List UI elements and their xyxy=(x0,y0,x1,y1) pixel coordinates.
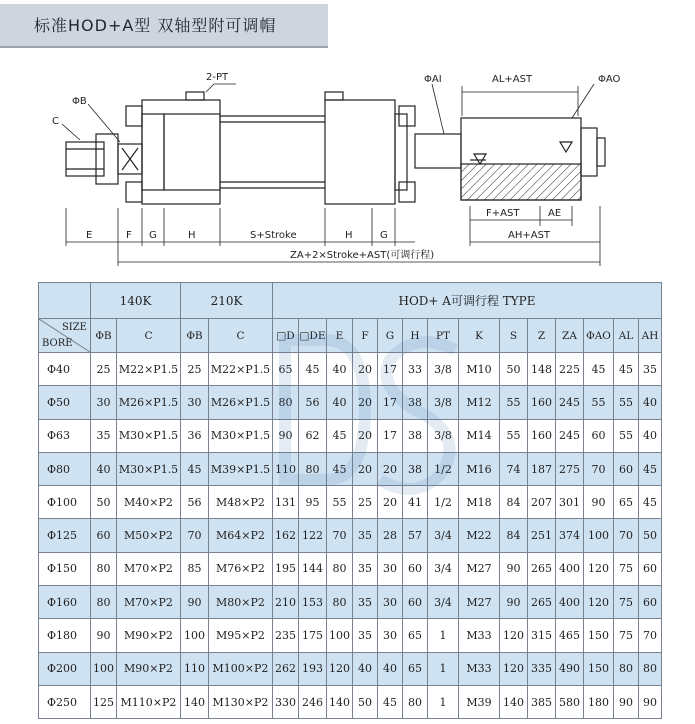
table-cell: 45 xyxy=(327,419,353,452)
table-cell: 40 xyxy=(639,419,662,452)
table-cell: M30×P1.5 xyxy=(117,452,181,485)
table-cell: 335 xyxy=(528,652,556,685)
table-cell: M100×P2 xyxy=(209,652,273,685)
table-cell: M40×P2 xyxy=(117,486,181,519)
bore-cell: Φ50 xyxy=(39,386,91,419)
bore-cell: Φ180 xyxy=(39,619,91,652)
table-cell: 40 xyxy=(91,452,117,485)
table-row xyxy=(39,619,662,652)
table-cell: 80 xyxy=(91,552,117,585)
table-cell: M70×P2 xyxy=(117,586,181,619)
right-head xyxy=(325,100,395,204)
table-cell: 35 xyxy=(353,586,378,619)
table-cell: 70 xyxy=(181,519,209,552)
corner-size-label: SIZE xyxy=(61,322,87,333)
table-cell: M90×P2 xyxy=(117,652,181,685)
table-cell: 35 xyxy=(353,552,378,585)
table-cell: 45 xyxy=(299,353,327,386)
table-cell: 65 xyxy=(273,353,299,386)
table-cell: 41 xyxy=(403,486,428,519)
table-cell: 120 xyxy=(500,652,528,685)
table-cell: 38 xyxy=(403,386,428,419)
label-za: ZA+2×Stroke+AST(可调行程) xyxy=(290,250,435,261)
table-cell: 262 xyxy=(273,652,299,685)
table-cell: M14 xyxy=(459,419,500,452)
table-cell: 45 xyxy=(327,452,353,485)
table-cell: 80 xyxy=(273,386,299,419)
table-cell: 65 xyxy=(403,652,428,685)
table-cell: 90 xyxy=(273,419,299,452)
bore-cell: Φ125 xyxy=(39,519,91,552)
param-header: ZA xyxy=(556,319,584,353)
table-cell: 65 xyxy=(403,619,428,652)
table-cell: M22×P1.5 xyxy=(209,353,273,386)
table-cell: 70 xyxy=(639,619,662,652)
table-cell: 195 xyxy=(273,552,299,585)
table-cell: M26×P1.5 xyxy=(209,386,273,419)
table-cell: 131 xyxy=(273,486,299,519)
table-cell: 28 xyxy=(378,519,403,552)
table-cell: 90 xyxy=(181,586,209,619)
table-cell: 207 xyxy=(528,486,556,519)
table-cell: 465 xyxy=(556,619,584,652)
table-cell: 25 xyxy=(91,353,117,386)
table-cell: 120 xyxy=(500,619,528,652)
table-cell: 70 xyxy=(584,452,614,485)
table-cell: 80 xyxy=(327,586,353,619)
table-cell: 245 xyxy=(556,419,584,452)
table-cell: 90 xyxy=(500,552,528,585)
table-row xyxy=(39,486,662,519)
table-row xyxy=(39,685,662,718)
tie-rod-nut-tl xyxy=(126,106,142,126)
table-cell: 1 xyxy=(428,619,459,652)
table-cell: 140 xyxy=(500,685,528,718)
bore-cell: Φ250 xyxy=(39,685,91,718)
bore-cell: Φ200 xyxy=(39,652,91,685)
table-corner-blank xyxy=(39,283,91,319)
table-cell: 162 xyxy=(273,519,299,552)
table-cell: 210 xyxy=(273,586,299,619)
table-cell: 70 xyxy=(327,519,353,552)
bore-cell: Φ100 xyxy=(39,486,91,519)
table-cell: 3/4 xyxy=(428,552,459,585)
table-row xyxy=(39,552,662,585)
param-header: AH xyxy=(639,319,662,353)
param-header: Z xyxy=(528,319,556,353)
table-cell: 84 xyxy=(500,486,528,519)
table-cell: 50 xyxy=(353,685,378,718)
table-cell: 580 xyxy=(556,685,584,718)
left-head xyxy=(142,100,220,204)
bore-cell: Φ80 xyxy=(39,452,91,485)
table-cell: 60 xyxy=(403,552,428,585)
label-pt: 2-PT xyxy=(206,72,229,83)
group-140k: 140K xyxy=(91,283,181,319)
table-cell: 3/8 xyxy=(428,419,459,452)
label-ae: AE xyxy=(548,208,562,219)
table-cell: 120 xyxy=(584,586,614,619)
label-g1: G xyxy=(149,230,157,241)
table-cell: 20 xyxy=(353,353,378,386)
label-phi-ao: ΦAO xyxy=(598,74,621,85)
bore-cell: Φ63 xyxy=(39,419,91,452)
table-cell: 75 xyxy=(614,552,639,585)
table-cell: 20 xyxy=(353,419,378,452)
cylinder-drawing xyxy=(0,56,695,270)
table-cell: 265 xyxy=(528,586,556,619)
table-cell: 90 xyxy=(500,586,528,619)
table-cell: 25 xyxy=(181,353,209,386)
param-header: ΦB xyxy=(181,319,209,353)
table-cell: 35 xyxy=(639,353,662,386)
table-cell: 45 xyxy=(639,452,662,485)
table-cell: 245 xyxy=(556,386,584,419)
table-cell: 80 xyxy=(299,452,327,485)
table-cell: 150 xyxy=(584,652,614,685)
table-cell: M90×P2 xyxy=(117,619,181,652)
table-cell: M30×P1.5 xyxy=(209,419,273,452)
table-cell: 70 xyxy=(614,519,639,552)
table-cell: 60 xyxy=(639,552,662,585)
table-cell: 38 xyxy=(403,452,428,485)
label-h1: H xyxy=(188,230,196,241)
table-cell: 120 xyxy=(584,552,614,585)
table-cell: 55 xyxy=(614,419,639,452)
table-cell: 3/4 xyxy=(428,586,459,619)
table-cell: 160 xyxy=(528,419,556,452)
table-cell: M27 xyxy=(459,586,500,619)
table-cell: M95×P2 xyxy=(209,619,273,652)
table-cell: 45 xyxy=(584,353,614,386)
table-cell: 374 xyxy=(556,519,584,552)
table-cell: M12 xyxy=(459,386,500,419)
table-cell: 55 xyxy=(500,386,528,419)
table-cell: 57 xyxy=(403,519,428,552)
param-header: K xyxy=(459,319,500,353)
table-cell: 50 xyxy=(639,519,662,552)
table-cell: 25 xyxy=(353,486,378,519)
table-cell: M33 xyxy=(459,652,500,685)
table-cell: M76×P2 xyxy=(209,552,273,585)
table-cell: M50×P2 xyxy=(117,519,181,552)
table-cell: 36 xyxy=(181,419,209,452)
label-phi-ai: ΦAI xyxy=(424,74,442,85)
label-g2: G xyxy=(380,230,388,241)
table-cell: 40 xyxy=(639,386,662,419)
param-header: □DE xyxy=(299,319,327,353)
table-cell: 45 xyxy=(181,452,209,485)
table-cell: 35 xyxy=(353,519,378,552)
table-cell: 50 xyxy=(91,486,117,519)
table-cell: 45 xyxy=(639,486,662,519)
table-cell: 1/2 xyxy=(428,486,459,519)
param-header: H xyxy=(403,319,428,353)
param-header: G xyxy=(378,319,403,353)
table-cell: 80 xyxy=(403,685,428,718)
table-cell: 20 xyxy=(353,386,378,419)
bore-cell: Φ150 xyxy=(39,552,91,585)
table-cell: 100 xyxy=(91,652,117,685)
table-cell: 50 xyxy=(500,353,528,386)
table-cell: 175 xyxy=(299,619,327,652)
table-cell: 60 xyxy=(584,419,614,452)
table-cell: M39 xyxy=(459,685,500,718)
table-cell: 30 xyxy=(181,386,209,419)
table-cell: 3/4 xyxy=(428,519,459,552)
corner-bore-label: BORE xyxy=(42,338,73,349)
table-cell: M48×P2 xyxy=(209,486,273,519)
table-cell: 60 xyxy=(403,586,428,619)
table-cell: 30 xyxy=(378,619,403,652)
table-row xyxy=(39,586,662,619)
label-f-ast: F+AST xyxy=(486,208,520,219)
table-cell: 90 xyxy=(91,619,117,652)
table-cell: 400 xyxy=(556,552,584,585)
table-cell: 38 xyxy=(403,419,428,452)
table-cell: 35 xyxy=(353,619,378,652)
table-cell: 40 xyxy=(327,386,353,419)
table-cell: 20 xyxy=(378,486,403,519)
label-s-stroke: S+Stroke xyxy=(250,230,297,241)
table-cell: 56 xyxy=(181,486,209,519)
table-cell: 1 xyxy=(428,652,459,685)
table-cell: 3/8 xyxy=(428,386,459,419)
table-cell: 17 xyxy=(378,386,403,419)
table-cell: 246 xyxy=(299,685,327,718)
table-cell: 148 xyxy=(528,353,556,386)
table-cell: 17 xyxy=(378,419,403,452)
table-cell: 30 xyxy=(91,386,117,419)
label-al-ast: AL+AST xyxy=(492,74,533,85)
table-cell: 385 xyxy=(528,685,556,718)
table-cell: 40 xyxy=(327,353,353,386)
table-cell: 110 xyxy=(273,452,299,485)
table-cell: 60 xyxy=(639,586,662,619)
bore-cell: Φ160 xyxy=(39,586,91,619)
left-rod-thread xyxy=(66,142,104,176)
param-header: PT xyxy=(428,319,459,353)
spec-table xyxy=(38,282,662,719)
table-cell: M30×P1.5 xyxy=(117,419,181,452)
table-cell: 20 xyxy=(378,452,403,485)
table-cell: M18 xyxy=(459,486,500,519)
label-e: E xyxy=(86,230,93,241)
table-cell: 55 xyxy=(327,486,353,519)
table-row xyxy=(39,386,662,419)
table-cell: 80 xyxy=(327,552,353,585)
table-cell: 75 xyxy=(614,586,639,619)
table-cell: 1/2 xyxy=(428,452,459,485)
table-cell: 20 xyxy=(353,452,378,485)
table-cell: 65 xyxy=(614,486,639,519)
table-cell: 180 xyxy=(584,685,614,718)
cap-nut xyxy=(581,128,597,176)
bore-cell: Φ40 xyxy=(39,353,91,386)
table-cell: 160 xyxy=(528,386,556,419)
param-header: C xyxy=(209,319,273,353)
param-header: ΦAO xyxy=(584,319,614,353)
table-cell: 122 xyxy=(299,519,327,552)
table-cell: M39×P1.5 xyxy=(209,452,273,485)
table-cell: 235 xyxy=(273,619,299,652)
param-header: F xyxy=(353,319,378,353)
table-cell: M110×P2 xyxy=(117,685,181,718)
table-cell: 144 xyxy=(299,552,327,585)
table-cell: 35 xyxy=(91,419,117,452)
table-cell: 315 xyxy=(528,619,556,652)
table-cell: 45 xyxy=(378,685,403,718)
table-cell: 193 xyxy=(299,652,327,685)
table-cell: 330 xyxy=(273,685,299,718)
table-cell: 45 xyxy=(614,353,639,386)
table-cell: 100 xyxy=(181,619,209,652)
table-cell: 74 xyxy=(500,452,528,485)
table-cell: M26×P1.5 xyxy=(117,386,181,419)
table-cell: 490 xyxy=(556,652,584,685)
table-cell: 140 xyxy=(327,685,353,718)
table-cell: 3/8 xyxy=(428,353,459,386)
table-row xyxy=(39,419,662,452)
table-cell: 100 xyxy=(584,519,614,552)
table-cell: 187 xyxy=(528,452,556,485)
table-cell: M130×P2 xyxy=(209,685,273,718)
table-cell: M27 xyxy=(459,552,500,585)
table-cell: 30 xyxy=(378,552,403,585)
param-header: □D xyxy=(273,319,299,353)
rear-rod xyxy=(415,134,461,168)
label-c: C xyxy=(52,116,59,127)
param-header: S xyxy=(500,319,528,353)
group-type: HOD+ A可调行程 TYPE xyxy=(273,283,662,319)
table-cell: 1 xyxy=(428,685,459,718)
table-cell: 90 xyxy=(584,486,614,519)
table-cell: M16 xyxy=(459,452,500,485)
table-cell: 90 xyxy=(614,685,639,718)
page-title: 标准HOD+A型 双轴型附可调帽 xyxy=(0,4,328,48)
table-cell: 40 xyxy=(378,652,403,685)
table-cell: 140 xyxy=(181,685,209,718)
group-210k: 210K xyxy=(181,283,273,319)
table-cell: M22×P1.5 xyxy=(117,353,181,386)
table-cell: 95 xyxy=(299,486,327,519)
table-row xyxy=(39,353,662,386)
table-cell: 84 xyxy=(500,519,528,552)
table-cell: 125 xyxy=(91,685,117,718)
table-cell: 55 xyxy=(614,386,639,419)
table-row xyxy=(39,452,662,485)
table-cell: 60 xyxy=(91,519,117,552)
table-cell: 80 xyxy=(614,652,639,685)
table-cell: 275 xyxy=(556,452,584,485)
cylinder-diagram xyxy=(0,56,695,270)
size-bore-corner xyxy=(39,319,91,353)
table-cell: 85 xyxy=(181,552,209,585)
table-cell: 90 xyxy=(639,685,662,718)
table-cell: M33 xyxy=(459,619,500,652)
table-cell: 301 xyxy=(556,486,584,519)
table-cell: 40 xyxy=(353,652,378,685)
table-cell: 62 xyxy=(299,419,327,452)
table-cell: 75 xyxy=(614,619,639,652)
param-header: C xyxy=(117,319,181,353)
table-cell: M80×P2 xyxy=(209,586,273,619)
label-h2: H xyxy=(345,230,353,241)
table-cell: 55 xyxy=(584,386,614,419)
table-cell: M22 xyxy=(459,519,500,552)
port-left xyxy=(186,92,204,100)
table-cell: 150 xyxy=(584,619,614,652)
label-phi-b: ΦB xyxy=(72,96,87,107)
table-cell: M10 xyxy=(459,353,500,386)
table-cell: 400 xyxy=(556,586,584,619)
table-cell: 17 xyxy=(378,353,403,386)
table-cell: 55 xyxy=(500,419,528,452)
param-header: ΦB xyxy=(91,319,117,353)
table-row xyxy=(39,652,662,685)
table-cell: 33 xyxy=(403,353,428,386)
table-cell: 80 xyxy=(91,586,117,619)
table-cell: 251 xyxy=(528,519,556,552)
table-cell: M64×P2 xyxy=(209,519,273,552)
table-cell: 120 xyxy=(327,652,353,685)
tie-rod-nut-bl xyxy=(126,182,142,202)
param-header: AL xyxy=(614,319,639,353)
table-cell: 110 xyxy=(181,652,209,685)
table-cell: 60 xyxy=(614,452,639,485)
table-cell: 100 xyxy=(327,619,353,652)
table-cell: M70×P2 xyxy=(117,552,181,585)
table-cell: 56 xyxy=(299,386,327,419)
table-cell: 265 xyxy=(528,552,556,585)
table-row xyxy=(39,519,662,552)
label-ah-ast: AH+AST xyxy=(508,230,551,241)
port-right xyxy=(325,92,343,100)
table-cell: 30 xyxy=(378,586,403,619)
param-header: E xyxy=(327,319,353,353)
table-cell: 225 xyxy=(556,353,584,386)
table-cell: 153 xyxy=(299,586,327,619)
table-cell: 80 xyxy=(639,652,662,685)
label-f: F xyxy=(126,230,132,241)
